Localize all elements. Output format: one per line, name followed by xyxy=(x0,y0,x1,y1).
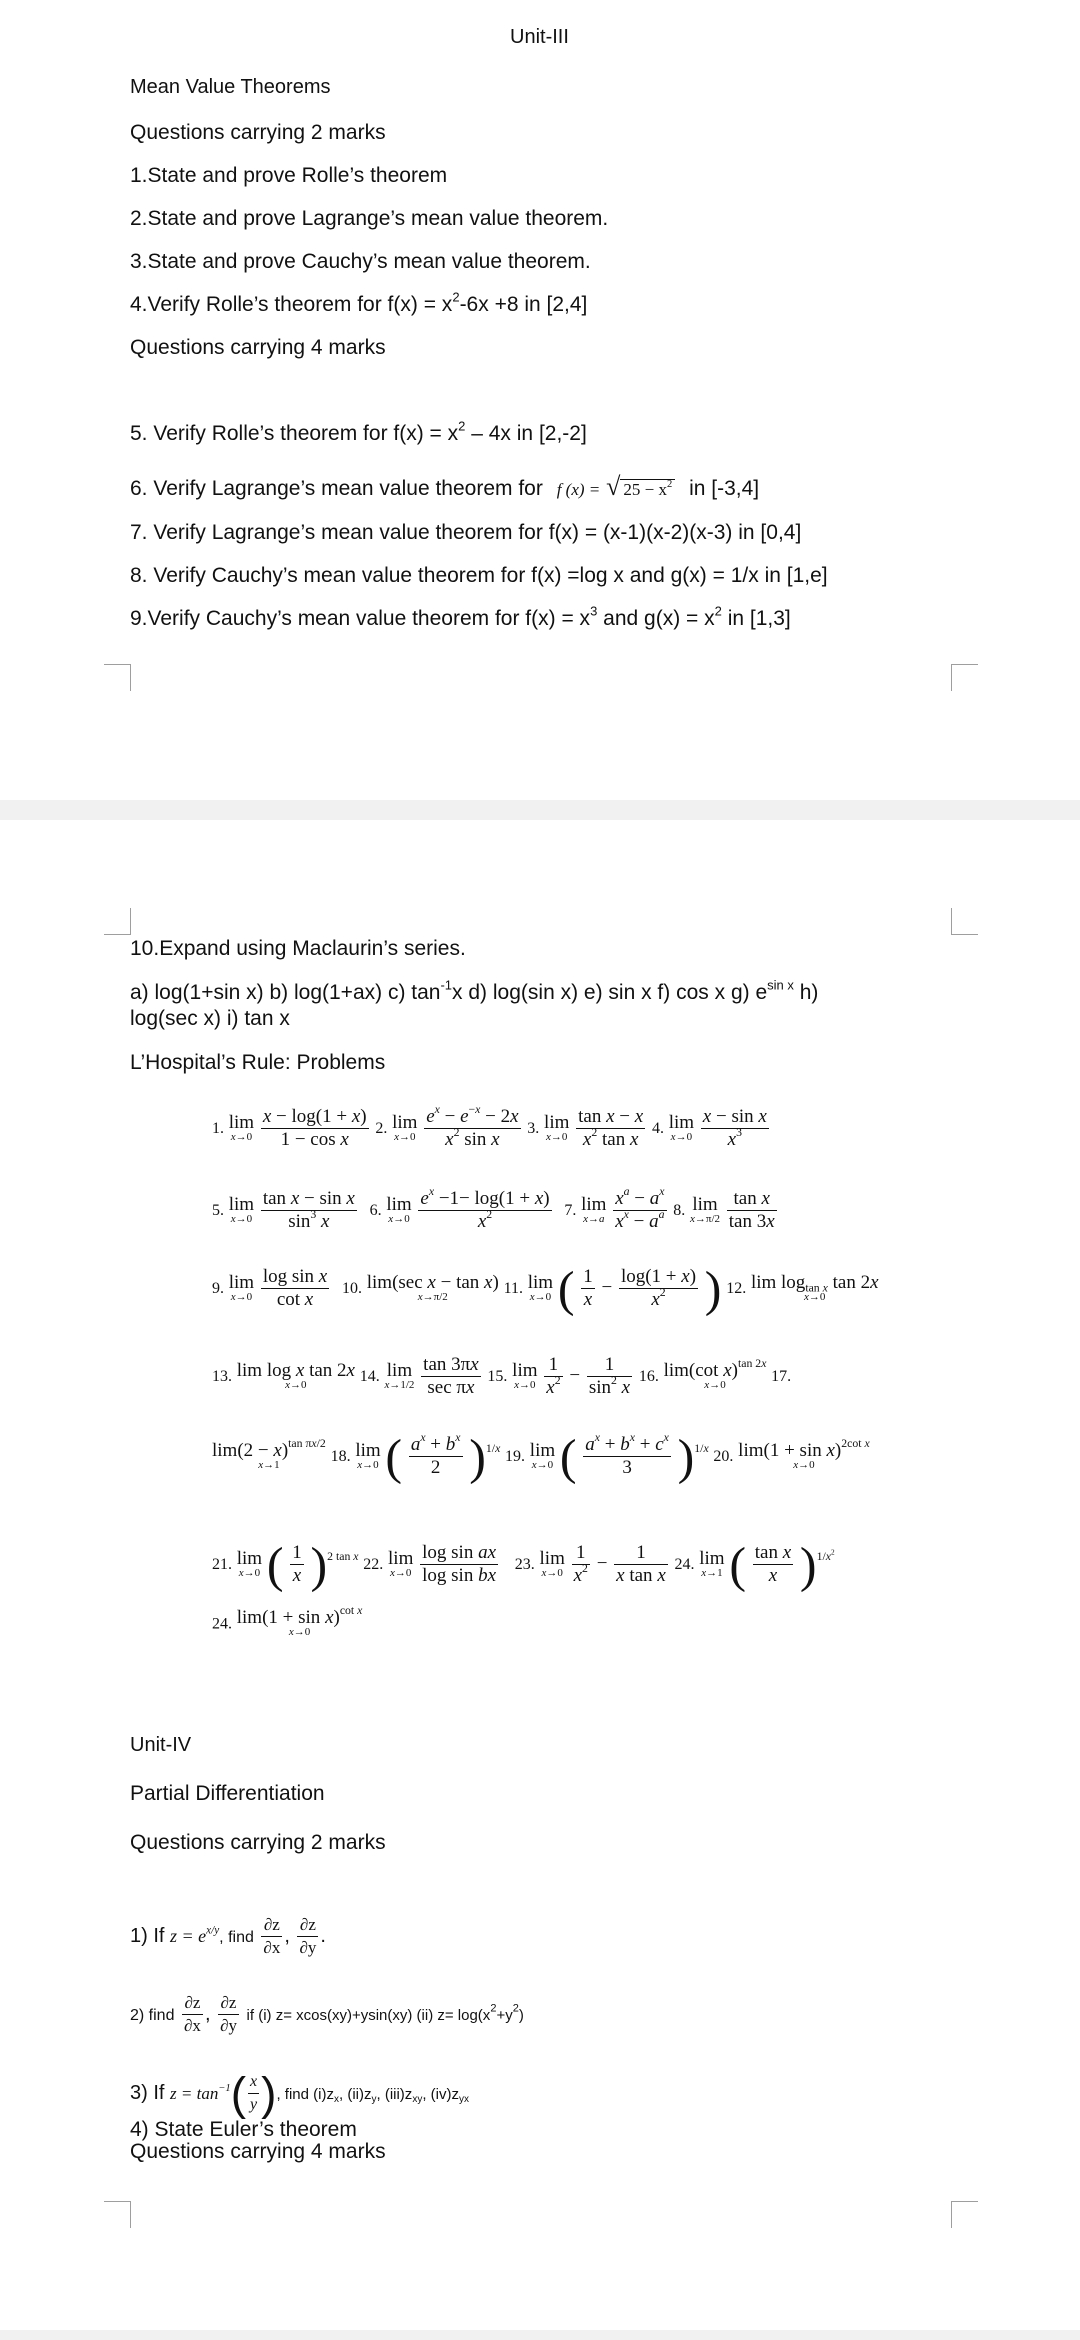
margin-corner-mark xyxy=(951,664,978,691)
exponent: sin x xyxy=(767,977,794,993)
subscript: x xyxy=(333,2093,339,2105)
two-marks-heading: Questions carrying 2 marks xyxy=(130,121,386,144)
unit-4-title: Unit-IV xyxy=(130,1734,192,1756)
partial-z-x: $\frac{\partial z}{\partial x}$ xyxy=(263,1915,281,1957)
partial-z-y: $\frac{\partial z}{\partial y}$ xyxy=(220,1993,237,2035)
question-3: 3.State and prove Cauchy’s mean value theorem. xyxy=(130,250,591,273)
formula-z-equals-e: $z = e^{x/y}$ xyxy=(170,1924,220,1946)
question-2-rest: if (i) z= xcos(xy)+ysin(xy) (ii) z= log(x xyxy=(246,2006,491,2024)
lhospital-heading: L’Hospital’s Rule: Problems xyxy=(130,1051,386,1074)
four-marks-heading: Questions carrying 4 marks xyxy=(130,336,386,359)
unit-title: Unit-III xyxy=(510,26,569,48)
question-prefix: 2) find xyxy=(130,2006,175,2024)
exponent: 3 xyxy=(590,603,598,619)
question-5-text: 5. Verify Rolle’s theorem for f(x) = x xyxy=(130,422,459,445)
question-8: 8. Verify Cauchy’s mean value theorem for f(x) =log x and g(x) = 1/x in [1,e] xyxy=(130,564,828,587)
question-3-text: , (iv)z xyxy=(422,2085,459,2103)
formula-z-tan-inverse: $z = \tan^{-1}$ xyxy=(170,2082,231,2103)
lhospital-problems-row-3: 9. lim x→0 $\frac{\text{log sin x}}{\text{cot x}}$ 10. lim(sec x − tan x) x→π/2 11. lim x→0 ( $\frac{1}{x}$ − $\frac{\log(1 + x)}{x^2}$ ) 12. $\lim \log_{tan x} \tan 2x$ x→0 xyxy=(212,1260,879,1317)
unit-4-question-3: 3) If $z = \tan^{-1}$( $\frac{x}{y}$ ), find $(i)z_x$, $(ii)z_y$, $(iii)z_{xy}$, $(iv)z_{yx}$ xyxy=(130,2067,469,2120)
question-6-rest: in [-3,4] xyxy=(689,477,760,500)
exponent: 2 xyxy=(714,603,722,619)
question-find: , find xyxy=(219,1928,254,1946)
question-3-rest: , find (i)z xyxy=(276,2085,334,2103)
question-3-text: , (iii)z xyxy=(376,2085,413,2103)
parts-text-c: h) xyxy=(793,981,819,1004)
lhospital-problems-row-4: 13. lim log x tan 2x x→0 14. lim x→1/2 $\frac{\tan 3\pi x}{\text{sec πx}}$ 15. lim x→0 $\frac{1}{x^2}$ − $\frac{1}{\sin^2 x}$ 16. lim(cot x)$^{tan 2x}$ x→0 17. xyxy=(212,1354,792,1398)
maclaurin-parts xyxy=(130,977,819,1006)
exponent: -1 xyxy=(440,977,453,993)
radicand-text: 25 − x xyxy=(623,480,667,499)
sqrt-icon: √ xyxy=(606,472,621,501)
exponent: 2 xyxy=(490,2002,497,2015)
partial-z-x: $\frac{\partial z}{\partial x}$ xyxy=(184,1993,201,2035)
margin-corner-mark xyxy=(104,908,131,935)
question-2-close: ) xyxy=(518,2006,524,2024)
question-9-rest: in [1,3] xyxy=(721,607,791,630)
partial-diff-title: Partial Differentiation xyxy=(130,1782,325,1805)
question-9 xyxy=(130,603,791,632)
lhospital-problems-row-1: 1. lim x→0 $\frac{x - \log(1 + x)}{\text{1 − cos x}}$ 2. lim x→0 $\frac{e^x - e^{-x} - 2x}{x^2 \sin x}$ 3. lim x→0 $\frac{\text{tan x − x}}{x^2 \tan x}$ 4. lim x→0 $\frac{\text{x − sin x}}{x^3}$ xyxy=(212,1103,767,1150)
question-4-text: 4.Verify Rolle’s theorem for f(x) = x xyxy=(130,293,453,316)
margin-corner-mark xyxy=(951,908,978,935)
margin-corner-mark xyxy=(104,2201,131,2228)
maclaurin-parts-line-2: log(sec x) i) tan x xyxy=(130,1007,290,1030)
question-1: 1.State and prove Rolle’s theorem xyxy=(130,164,448,187)
radicand xyxy=(620,479,675,499)
question-10: 10.Expand using Maclaurin’s series. xyxy=(130,937,466,960)
question-2: 2.State and prove Lagrange’s mean value theorem. xyxy=(130,207,609,230)
exponent: 2 xyxy=(458,418,466,434)
subscript: xy xyxy=(412,2093,423,2105)
unit-4-four-marks-heading: Questions carrying 4 marks xyxy=(130,2140,386,2163)
question-4-rest: -6x +8 in [2,4] xyxy=(459,293,588,316)
unit-4-question-2: 2) find $\frac{\partial z}{\partial x}$ , $\frac{\partial z}{\partial y}$ if (i) z= xcos(xy)+ysin(xy) (ii) $z= \log(x^2+y^2)$ xyxy=(130,1993,524,2035)
parts-text-b: x d) log(sin x) e) sin x f) cos x g) e xyxy=(452,981,768,1004)
fraction-x-over-y: $\frac{x}{y}$ xyxy=(250,2073,258,2113)
document-page-2 xyxy=(0,820,1080,2330)
parts-text: a) log(1+sin x) b) log(1+ax) c) tan xyxy=(130,981,441,1004)
question-7: 7. Verify Lagrange’s mean value theorem for f(x) = (x-1)(x-2)(x-3) in [0,4] xyxy=(130,521,802,544)
subscript: yx xyxy=(458,2093,469,2105)
question-6-text: 6. Verify Lagrange’s mean value theorem for xyxy=(130,477,543,500)
question-6 xyxy=(130,474,759,503)
question-3-text: , (ii)z xyxy=(338,2085,372,2103)
exponent: 2 xyxy=(452,289,460,305)
lhospital-problems-row-5: $\lim(2 - x)^{tan \pi x/2}$ x→1 18. lim x→0 ( $\frac{a^x + b^x}{2}$ )$^{1/x}$ 19. lim x→0 ( $\frac{a^x + b^x + c^x}{3}$ )$^{1/x}$ 20. $\lim(1 + \sin x)^{2cot x}$ x→0 xyxy=(212,1428,870,1485)
unit-4-question-4: 4) State Euler’s theorem xyxy=(130,2118,357,2141)
question-prefix: 1) If xyxy=(130,1924,165,1947)
subscript: y xyxy=(371,2093,377,2105)
lhospital-problems-row-6: 21. lim x→0 ( $\frac{1}{x}$ )$^{2 tan x}$ 22. lim x→0 $\frac{\text{log sin ax}}{\text{log sin bx}}$ 23. lim x→0 $\frac{1}{x^2}$ − $\frac{1}{\text{x tan x}}$ 24. lim x→1 ( $\frac{\text{tan x}}{x}$ )$^{1/x^2}$ xyxy=(212,1536,835,1593)
question-5-rest: – 4x in [2,-2] xyxy=(465,422,587,445)
margin-corner-mark xyxy=(951,2201,978,2228)
function-label: f (x) = xyxy=(556,480,601,499)
exponent: 2 xyxy=(666,479,673,491)
question-9-mid: and g(x) = x xyxy=(597,607,715,630)
exponent: 2 xyxy=(512,2002,519,2015)
unit-4-two-marks-heading: Questions carrying 2 marks xyxy=(130,1831,386,1854)
question-4 xyxy=(130,289,588,318)
section-title: Mean Value Theorems xyxy=(130,76,331,98)
document-page-1 xyxy=(0,0,1080,800)
unit-4-question-1: 1) If $z = e^{x/y}$, find $\frac{\partial z}{\partial x}$ , $\frac{\partial z}{\partial y}$ . xyxy=(130,1915,326,1957)
lhospital-problems-row-2: 5. lim x→0 $\frac{\text{tan x − sin x}}{\sin^3 x}$ 6. lim x→0 $\frac{e^x -1- \log(1 + x)}{x^2}$ 7. lim x→a $\frac{x^a - a^x}{x^x - a^a}$ 8. lim x→π/2 $\frac{\text{tan x}}{\tan 3x}$ xyxy=(212,1185,775,1232)
question-2-end: +y xyxy=(496,2006,513,2024)
question-5 xyxy=(130,418,587,447)
question-9-text: 9.Verify Cauchy’s mean value theorem for f(x) = x xyxy=(130,607,591,630)
partial-z-y: $\frac{\partial z}{\partial y}$ xyxy=(299,1915,317,1957)
margin-corner-mark xyxy=(104,664,131,691)
lhospital-problem-24b: 24. $\lim(1 + \sin x)^{cot x}$ x→0 xyxy=(212,1604,363,1638)
question-prefix: 3) If xyxy=(130,2081,165,2104)
